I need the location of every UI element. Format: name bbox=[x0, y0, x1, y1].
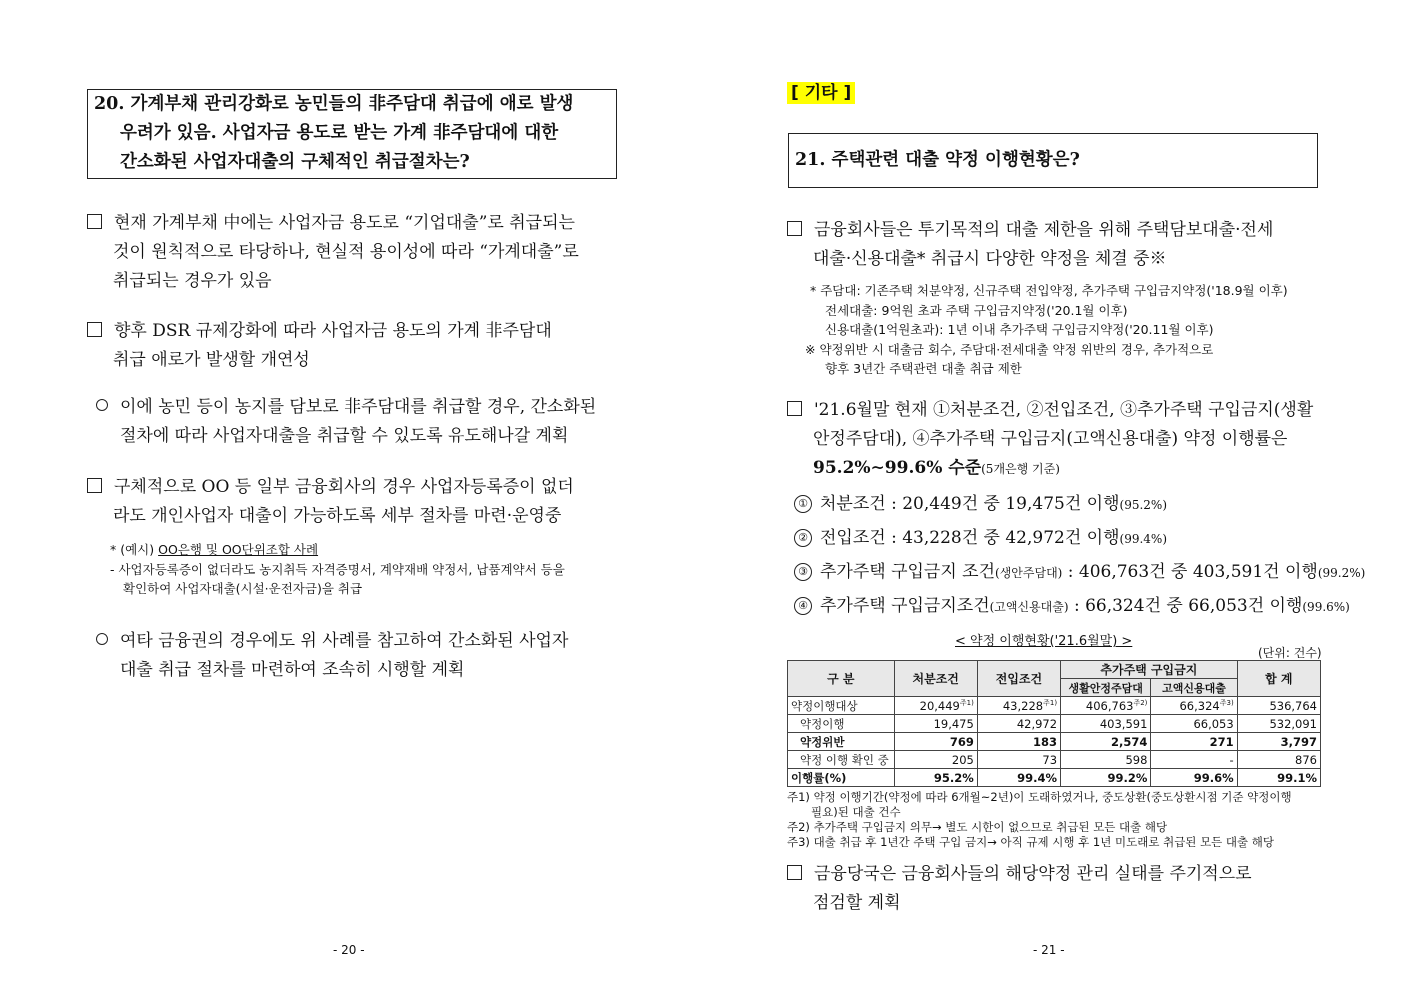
paragraph-2-line-2: 안정주담대), ④추가주택 구입금지(고액신용대출) 약정 이행률은 bbox=[813, 429, 1288, 449]
circle-bullet-icon bbox=[96, 399, 108, 411]
cell: 536,764 bbox=[1237, 697, 1320, 715]
cell: 95.2% bbox=[894, 769, 977, 787]
cell: 205 bbox=[894, 751, 977, 769]
cell: 42,972 bbox=[977, 715, 1060, 733]
cell: 99.2% bbox=[1061, 769, 1151, 787]
checkbox-bullet-icon bbox=[787, 221, 802, 236]
note-4: ※ 약정위반 시 대출금 회수, 주담대·전세대출 약정 위반의 경우, 추가적으로 bbox=[805, 341, 1214, 357]
footnote-1: 주1) 약정 이행기간(약정에 따라 6개월~2년)이 도래하였거나, 중도상환(중도상환시점 기준 약정이행 bbox=[787, 790, 1292, 804]
item-4 bbox=[794, 591, 1350, 622]
cell: 403,591 bbox=[1061, 715, 1151, 733]
footnote-3: 주3) 대출 취급 후 1년간 주택 구입 금지→ 아직 규제 시행 후 1년 미도래로 취급된 모든 대출 해당 bbox=[787, 835, 1275, 849]
note-2: 전세대출: 9억원 초과 주택 구입금지약정('20.1월 이후) bbox=[825, 302, 1128, 318]
question-21-box bbox=[788, 133, 1318, 188]
item-text-2: : 406,763건 중 403,591건 이행 bbox=[1062, 562, 1318, 582]
header-category: 구 분 bbox=[788, 661, 895, 697]
cell: 99.1% bbox=[1237, 769, 1320, 787]
example-line-2: 확인하여 사업자대출(시설·운전자금)을 취급 bbox=[123, 581, 363, 596]
paragraph-1-line-2: 대출·신용대출* 취급시 다양한 약정을 체결 중※ bbox=[813, 249, 1167, 269]
item-percent: (99.2%) bbox=[1317, 566, 1366, 580]
item-number: ① bbox=[794, 495, 812, 513]
paragraph-5-line-2: 대출 취급 절차를 마련하여 조속히 시행할 계획 bbox=[120, 660, 465, 680]
cell: 2,574 bbox=[1061, 733, 1151, 751]
table-row bbox=[788, 697, 1321, 715]
cell: 876 bbox=[1237, 751, 1320, 769]
paragraph-3-line-1: 이에 농민 등이 농지를 담보로 非주담대를 취급할 경우, 간소화된 bbox=[120, 397, 597, 417]
paragraph-3-line-1: 금융당국은 금융회사들의 해당약정 관리 실태를 주기적으로 bbox=[814, 864, 1252, 884]
example-title: OO은행 및 OO단위조합 사례 bbox=[158, 542, 319, 557]
example-line-1: - 사업자등록증이 없더라도 농지취득 자격증명서, 계약재배 약정서, 납품계약서 등을 bbox=[110, 561, 565, 577]
paragraph-4 bbox=[87, 473, 627, 531]
item-text-2: : 66,324건 중 66,053건 이행 bbox=[1068, 596, 1303, 616]
row-label: 약정 이행 확인 중 bbox=[788, 751, 895, 769]
item-text: 전입조건 : 43,228건 중 42,972건 이행 bbox=[820, 528, 1120, 548]
paragraph-1-line-3: 취급되는 경우가 있음 bbox=[113, 271, 272, 291]
item-3 bbox=[794, 557, 1365, 588]
row-label: 약정이행대상 bbox=[788, 697, 895, 715]
page-21 bbox=[700, 0, 1403, 992]
paragraph-1-line-2: 것이 원칙적으로 타당하나, 현실적 용이성에 따라 “가계대출”로 bbox=[113, 242, 579, 262]
cell: 271 bbox=[1151, 733, 1237, 751]
paragraph-4-line-1: 구체적으로 OO 등 일부 금융회사의 경우 사업자등록증이 없더 bbox=[114, 477, 574, 497]
header-disposal: 처분조건 bbox=[894, 661, 977, 697]
page-20 bbox=[0, 0, 700, 992]
paragraph-3-line-2: 절차에 따라 사업자대출을 취급할 수 있도록 유도해나갈 계획 bbox=[120, 426, 569, 446]
table-footnotes bbox=[787, 790, 1327, 850]
question-line-1: 가계부채 관리강화로 농민들의 非주담대 취급에 애로 발생 bbox=[130, 94, 574, 114]
item-sub: (생안주담대) bbox=[995, 566, 1063, 580]
paragraph-1-line-1: 현재 가계부채 中에는 사업자금 용도로 “기업대출”로 취급되는 bbox=[114, 213, 575, 233]
checkbox-bullet-icon bbox=[87, 478, 102, 493]
item-text: 추가주택 구입금지 조건 bbox=[820, 562, 996, 582]
item-text: 추가주택 구입금지조건 bbox=[820, 596, 990, 616]
cell: 183 bbox=[977, 733, 1060, 751]
header-high-credit: 고액신용대출 bbox=[1151, 679, 1237, 697]
note-5: 향후 3년간 주택관련 대출 취급 제한 bbox=[825, 361, 1022, 376]
cell: $20,449^{주1)}$ bbox=[894, 697, 977, 715]
cell: 99.6% bbox=[1151, 769, 1237, 787]
cell: 532,091 bbox=[1237, 715, 1320, 733]
paragraph-5 bbox=[96, 627, 636, 685]
header-living-mortgage: 생활안정주담대 bbox=[1061, 679, 1151, 697]
example-note bbox=[110, 540, 630, 599]
question-20-box bbox=[87, 89, 617, 179]
table-unit: (단위: 건수) bbox=[1258, 646, 1322, 660]
header-group: 추가주택 구입금지 bbox=[1061, 661, 1238, 679]
question-number: 20. bbox=[94, 94, 125, 114]
cell: 769 bbox=[894, 733, 977, 751]
row-label: 약정위반 bbox=[788, 733, 895, 751]
header-total: 합 계 bbox=[1237, 661, 1320, 697]
page-number: - 21 - bbox=[1033, 943, 1065, 957]
item-percent: (99.6%) bbox=[1302, 600, 1350, 614]
paragraph-1 bbox=[87, 209, 627, 296]
cell: 66,053 bbox=[1151, 715, 1237, 733]
cell: $43,228^{주1)}$ bbox=[977, 697, 1060, 715]
item-2 bbox=[794, 523, 1167, 554]
item-1 bbox=[794, 489, 1167, 520]
item-percent: (99.4%) bbox=[1119, 532, 1167, 546]
footnote-1-cont: 필요)된 대출 건수 bbox=[811, 805, 901, 819]
item-text: 처분조건 : 20,449건 중 19,475건 이행 bbox=[820, 494, 1120, 514]
section-tag: [ 기타 ] bbox=[787, 82, 855, 104]
paragraph-3-line-2: 점검할 계획 bbox=[813, 893, 901, 913]
paragraph-5-line-1: 여타 금융권의 경우에도 위 사례를 참고하여 간소화된 사업자 bbox=[120, 631, 569, 651]
paragraph-1-line-1: 금융회사들은 투기목적의 대출 제한을 위해 주택담보대출·전세 bbox=[814, 220, 1274, 240]
paragraph-2 bbox=[787, 396, 1332, 484]
paragraph-1 bbox=[787, 216, 1332, 274]
checkbox-bullet-icon bbox=[87, 322, 102, 337]
paragraph-2-line-1: '21.6월말 현재 ①처분조건, ②전입조건, ③추가주택 구입금지(생활 bbox=[814, 400, 1314, 420]
cell: 99.4% bbox=[977, 769, 1060, 787]
circle-bullet-icon bbox=[96, 633, 108, 645]
checkbox-bullet-icon bbox=[787, 865, 802, 880]
question-line-3: 간소화된 사업자대출의 구체적인 취급절차는? bbox=[120, 152, 470, 172]
item-number: ③ bbox=[794, 563, 812, 581]
item-number: ④ bbox=[794, 597, 812, 615]
cell: 19,475 bbox=[894, 715, 977, 733]
footnote-2: 주2) 추가주택 구입금지 의무→ 별도 시한이 없으므로 취급된 모든 대출 해당 bbox=[787, 820, 1168, 834]
paragraph-4-line-2: 라도 개인사업자 대출이 가능하도록 세부 절차를 마련·운영중 bbox=[113, 506, 562, 526]
question-line-2: 우려가 있음. 사업자금 용도로 받는 가계 非주담대에 대한 bbox=[120, 123, 559, 143]
row-label: 이행률(%) bbox=[788, 769, 895, 787]
cell: - bbox=[1151, 751, 1237, 769]
paragraph-2 bbox=[87, 317, 627, 375]
table-caption: < 약정 이행현황('21.6월말) > bbox=[955, 634, 1133, 649]
paragraph-2-rate: 95.2%∼99.6% 수준 bbox=[813, 458, 982, 478]
item-percent: (95.2%) bbox=[1119, 498, 1167, 512]
question-21-text: 21. 주택관련 대출 약정 이행현황은? bbox=[795, 150, 1080, 170]
cell: 598 bbox=[1061, 751, 1151, 769]
table-header-row bbox=[788, 661, 1321, 679]
paragraph-2-line-2: 취급 애로가 발생할 개연성 bbox=[113, 350, 310, 370]
table-row bbox=[788, 751, 1321, 769]
cell: 73 bbox=[977, 751, 1060, 769]
checkbox-bullet-icon bbox=[787, 401, 802, 416]
cell: 3,797 bbox=[1237, 733, 1320, 751]
checkbox-bullet-icon bbox=[87, 214, 102, 229]
paragraph-2-basis: (5개은행 기준) bbox=[981, 462, 1060, 476]
table-row bbox=[788, 769, 1321, 787]
loan-notes bbox=[805, 281, 1330, 379]
cell: $406,763^{주2)}$ bbox=[1061, 697, 1151, 715]
example-prefix: * (예시) bbox=[110, 542, 159, 557]
paragraph-3 bbox=[96, 393, 636, 451]
item-number: ② bbox=[794, 529, 812, 547]
table-row bbox=[788, 715, 1321, 733]
table-row bbox=[788, 733, 1321, 751]
item-sub: (고액신용대출) bbox=[989, 600, 1069, 614]
note-1: * 주담대: 기존주택 처분약정, 신규주택 전입약정, 추가주택 구입금지약정('18.9월 이후) bbox=[810, 283, 1288, 298]
header-move-in: 전입조건 bbox=[977, 661, 1060, 697]
page-number: - 20 - bbox=[333, 943, 365, 957]
contract-status-table bbox=[787, 660, 1321, 787]
cell: $66,324^{주3)}$ bbox=[1151, 697, 1237, 715]
paragraph-2-line-1: 향후 DSR 규제강화에 따라 사업자금 용도의 가계 非주담대 bbox=[114, 321, 552, 341]
paragraph-3 bbox=[787, 860, 1332, 918]
note-3: 신용대출(1억원초과): 1년 이내 추가주택 구입금지약정('20.11월 이후) bbox=[825, 322, 1214, 337]
row-label: 약정이행 bbox=[788, 715, 895, 733]
